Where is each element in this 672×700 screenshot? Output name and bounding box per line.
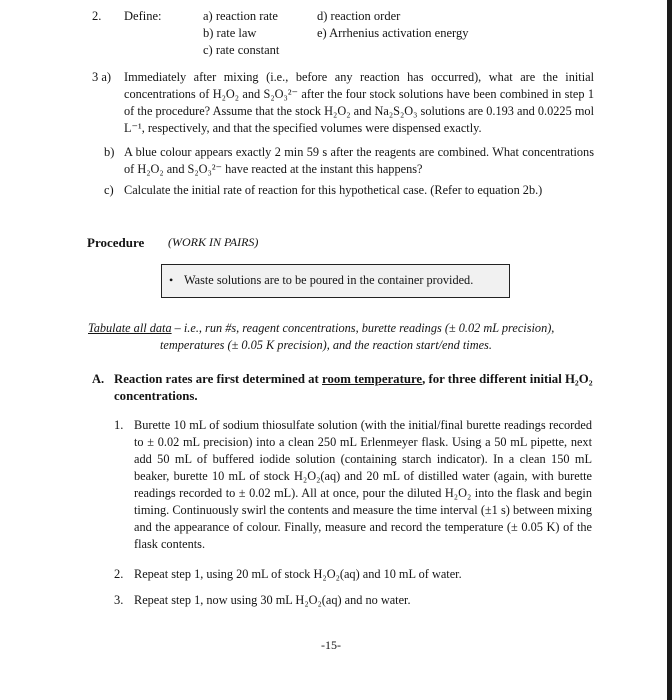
procedure-subtitle: (WORK IN PAIRS) (168, 235, 259, 249)
tabulate-instruction-line2: temperatures (± 0.05 K precision), and the reaction start/end times. (160, 338, 492, 352)
definition-item: d) reaction order (317, 9, 401, 23)
definition-item: e) Arrhenius activation energy (317, 26, 469, 40)
question-3b-text: A blue colour appears exactly 2 min 59 s after the reagents are combined. What concentrations of H₂O₂ and S₂O₃²⁻ have reacted at the instant this happens? (124, 145, 594, 176)
tabulate-instruction-line1 (88, 320, 554, 337)
tabulate-heading: Tabulate all data (88, 321, 172, 335)
question-3a-number: 3 a) (92, 70, 112, 84)
step-1-number: 1. (114, 418, 124, 432)
room-temperature-emphasis: room temperature (322, 372, 423, 386)
section-a-heading (114, 371, 594, 405)
step-3-text: Repeat step 1, now using 30 mL H₂O₂(aq) and no water. (134, 593, 411, 607)
tabulate-details: – i.e., run #s, reagent concentrations, burette readings (± 0.02 mL precision), (171, 321, 555, 335)
definition-item: b) rate law (203, 26, 257, 40)
question-3c-text: Calculate the initial rate of reaction for this hypothetical case. (Refer to equation 2b.) (124, 183, 543, 197)
step-2-number: 2. (114, 567, 124, 581)
question-3a-text: Immediately after mixing (i.e., before any reaction has occurred), what are the initial concentrations of H₂O₂ and S₂O₃²⁻ after the four stock solutions have been combined in step 1 of the procedure? Assume that the stock H₂O₂ and Na₂S₂O₃ solutions are 0.193 and 0.0225 mol L⁻¹, respectively, and that the specified volumes were dispensed exactly. (124, 70, 594, 135)
page-edge-shadow (667, 0, 672, 700)
question-3c-label: c) (104, 183, 114, 197)
step-1-text: Burette 10 mL of sodium thiosulfate solution (with the initial/final burette readings recorded to ± 0.02 mL precision) into a clean 250 mL Erlenmeyer flask. Using a 50 mL pipette, next add 50 mL of buffered iodide solution (containing starch indicator). In a clean 150 mL beaker, burette 10 mL of stock H₂O₂(aq) and 20 mL of distilled water (again, with burette readings recorded to ± 0.02 mL). All at once, pour the diluted H₂O₂ into the flask and begin timing. Continuously swirl the contents and measure the time interval (±1 s) between mixing and the appearance of colour. Finally, measure and record the temperature (± 0.05 K) of the flask contents. (134, 418, 592, 551)
waste-notice-text: Waste solutions are to be poured in the container provided. (184, 273, 474, 287)
section-a-letter: A. (92, 372, 105, 386)
bullet-icon: • (169, 273, 174, 287)
definition-item: a) reaction rate (203, 9, 278, 23)
procedure-heading: Procedure (87, 235, 145, 250)
definition-item: c) rate constant (203, 43, 280, 57)
page-number: -15- (321, 638, 341, 652)
define-label: Define: (124, 9, 162, 23)
question-3b-label: b) (104, 145, 115, 159)
definition-list-left (203, 8, 279, 59)
step-3-number: 3. (114, 593, 124, 607)
section-a-text-start: Reaction rates are first determined at (114, 372, 322, 386)
section-a-text-end: , for three different initial H₂O₂ concentrations. (114, 372, 593, 403)
step-2-text: Repeat step 1, using 20 mL of stock H₂O₂(aq) and 10 mL of water. (134, 567, 462, 581)
question-2-number: 2. (92, 9, 102, 23)
definition-list-right (317, 8, 468, 42)
